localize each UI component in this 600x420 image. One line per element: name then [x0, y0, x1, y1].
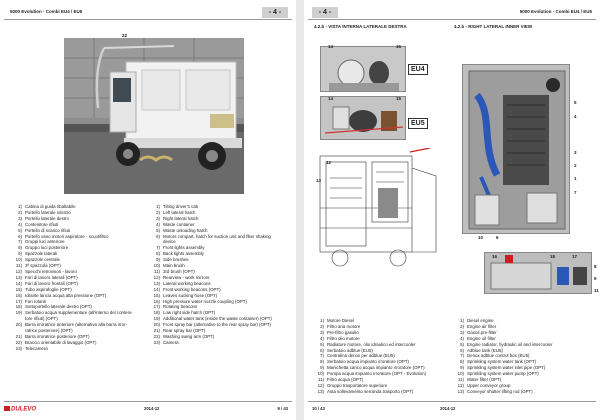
legend-item-number: 5)	[320, 341, 324, 347]
legend-item-number: 13)	[15, 274, 22, 280]
legend-item-text: Barra irroratrice posteriore (OPT)	[25, 333, 90, 339]
legend-item-number: 13)	[153, 280, 160, 286]
legend-item-text: Leaves sucking hose (OPT)	[163, 292, 218, 298]
legend-item-text: Specchi retrovisori - lavoro	[25, 268, 77, 274]
footer-date-right: 2014-12	[440, 406, 456, 411]
legend-item-text: Low right side hatch (OPT)	[163, 310, 216, 316]
legend-item-text: Portello laterale sinistro	[25, 209, 71, 215]
legend-item-text: Main brush	[163, 263, 185, 269]
legend-item-number: 11)	[153, 268, 160, 274]
page-header-right	[308, 7, 596, 19]
callout-3: 3	[574, 150, 577, 155]
legend-item-number: 12)	[15, 268, 22, 274]
engine-compartment-photo	[462, 64, 570, 234]
legend-item-text: Left lateral hatch	[163, 209, 196, 215]
legend-item-number: 22)	[15, 339, 22, 345]
legend-item-text: Water filter (OPT)	[467, 377, 502, 383]
legend-item-number: 8)	[320, 359, 324, 365]
legend-item-text: Centralina denox per adblue (EU5)	[327, 353, 395, 359]
callout-7: 7	[574, 190, 577, 195]
legend-item-number: 6)	[460, 347, 464, 353]
legend-item-number: 2)	[320, 323, 324, 329]
legend-item-text: Spazzole laterali	[25, 251, 58, 257]
legend-item-number: 9)	[18, 251, 22, 257]
legend-item-number: 10)	[15, 257, 22, 263]
callout-11: 11	[594, 288, 599, 293]
header-rule-right	[308, 19, 596, 20]
legend-item-number: 5)	[156, 227, 160, 233]
callout-18: 18	[550, 254, 556, 259]
legend-item-number: 17)	[153, 304, 160, 310]
legend-item-text: Adblue tank (EU5)	[467, 347, 503, 353]
callout-13: 13	[316, 178, 322, 183]
legend-item-text: Rear spray bar (OPT)	[163, 328, 206, 334]
callout-1: 1	[574, 176, 577, 181]
inset-eu4-graphic	[321, 47, 406, 92]
right-page	[304, 0, 600, 420]
legend-item-text: Back lights assembly	[163, 251, 204, 257]
legend-item-number: 10)	[317, 371, 324, 377]
legend-english-right	[454, 318, 552, 395]
legend-item-number: 14)	[153, 286, 160, 292]
legend-item-text: Filtro acqua (OPT)	[327, 377, 364, 383]
legend-item-number: 12)	[153, 274, 160, 280]
legend-english	[150, 204, 272, 346]
legend-item-number: 6)	[156, 233, 160, 239]
legend-item-text: Tilting driver's cab	[163, 204, 199, 209]
legend-item-number: 2)	[460, 323, 464, 329]
brand-logo: DULEVO	[4, 406, 36, 413]
legend-item-number: 18)	[15, 304, 22, 310]
legend-item-number: 5)	[460, 341, 464, 347]
legend-item-number: 20)	[153, 322, 160, 328]
page-footer	[4, 401, 292, 415]
legend-item-number: 18)	[153, 310, 160, 316]
legend-item-number: 7)	[460, 353, 464, 359]
callout-9: 9	[594, 276, 597, 281]
legend-item-text: Portello vano motori aspiratore - scuotifiltro	[25, 233, 109, 239]
legend-item-text: Upper conveyor group	[467, 382, 511, 388]
legend-item-text: Front lights assembly	[163, 245, 205, 251]
legend-item-text: Pre-filtro gasolio	[327, 329, 359, 335]
legend-item-number: 5)	[18, 227, 22, 233]
sweeper-photo-graphic	[64, 38, 244, 194]
callout-2: 2	[574, 163, 577, 168]
legend-item-text: Barra irroratrice anteriore (alternativa alla barra irror-	[25, 322, 127, 328]
legend-item-text: Braccio orientabile di lavaggio (OPT)	[25, 339, 97, 345]
legend-item-number: 13)	[317, 388, 324, 394]
legend-item-text: Pompa acqua impianto irroratore (OPT - Evolution)	[327, 371, 426, 377]
page-gutter	[296, 0, 304, 420]
legend-item-text: Additional water tank (inside the waste container) (OPT)	[163, 316, 272, 322]
legend-item-text: Tubo aspirafoglie (OPT)	[25, 286, 72, 292]
legend-item-text: Waste unloading hatch	[163, 227, 208, 233]
callout-17: 17	[572, 254, 578, 259]
legend-item-text: Fari rotanti	[25, 298, 46, 304]
callout-5: 5	[574, 100, 577, 105]
legend-item-text: Sprinkling system water inlet pipe (OPT)	[467, 365, 546, 371]
legend-item-text: Cabina di guida ribaltabile	[25, 204, 76, 209]
legend-item-text: Radiatore motore, olio idraulico ed intercooler	[327, 341, 416, 347]
legend-item-text: Serbatoio acqua supplementare (all'interno del conteni-	[25, 310, 133, 316]
legend-item-number: 3)	[460, 329, 464, 335]
callout-14-eu5: 14	[328, 96, 334, 101]
legend-item-text: Idrante lancia acqua alta pressione (OPT)	[25, 292, 107, 298]
legend-item-number: 1)	[320, 318, 324, 323]
inset-eu5	[320, 96, 406, 140]
legend-item-number: 4)	[320, 335, 324, 341]
legend-item	[314, 389, 426, 395]
legend-item-text: Spazzole centrale	[25, 257, 60, 263]
legend-item-text: Side brushes	[163, 257, 189, 263]
legend-item-number: 4)	[156, 221, 160, 227]
legend-item-text: Asta sollevamento serranda trasporto (OPT)	[327, 388, 414, 394]
legend-item-number: 1)	[18, 204, 22, 209]
legend-item-number: 2)	[18, 209, 22, 215]
legend-item-number: 19)	[153, 316, 160, 322]
label-eu5: EU5	[408, 118, 428, 129]
legend-item-text: Camera	[163, 339, 179, 345]
footer-date: 2014-12	[144, 406, 160, 411]
legend-item	[150, 340, 272, 346]
legend-item-text: device	[163, 239, 176, 245]
legend-item-number: 4)	[460, 335, 464, 341]
legend-item-text: Motore Diesel	[327, 318, 355, 323]
legend-item-text: Diesel engine	[467, 318, 494, 323]
legend-item	[12, 346, 133, 352]
legend-item-text: Portello laterale destro	[25, 215, 69, 221]
legend-item-number: 13)	[457, 388, 464, 394]
legend-item-number: 17)	[15, 298, 22, 304]
section-title-en: 4.2.b - RIGHT LATERAL INNER VIEW	[454, 24, 533, 29]
legend-item-text: Serbatoio adblue (EU5)	[327, 347, 373, 353]
legend-italian	[12, 204, 133, 352]
legend-item-text: Engine air filter	[467, 323, 497, 329]
legend-item-number: 15)	[15, 286, 22, 292]
footer-page: 9 / 43	[277, 406, 288, 411]
legend-item-number: 9)	[156, 257, 160, 263]
legend-item-text: Serbatoio acqua impianto irroratore (OPT)	[327, 359, 409, 365]
header-title: 5000 Evolution - Combi EU4 / EU5	[10, 9, 83, 14]
legend-item-number: 15)	[153, 292, 160, 298]
legend-item-text: Manichetta carico acqua impianto irroratore (OPT)	[327, 365, 425, 371]
vehicle-line-drawing	[310, 148, 440, 270]
legend-item-number: 8)	[156, 251, 160, 257]
callout-12: 12	[326, 160, 332, 165]
legend-item-number: 10)	[153, 263, 160, 269]
legend-item-text: 3rd brush (OPT)	[163, 268, 195, 274]
legend-item-number: 21)	[15, 333, 22, 339]
legend-item-number: 11)	[457, 377, 464, 383]
callout-6: 6	[496, 235, 499, 240]
page-number-badge: - 4 -	[262, 7, 288, 18]
legend-item-number: 3)	[18, 215, 22, 221]
water-tank-graphic	[485, 253, 592, 294]
legend-item-text: Front working beacons (OPT)	[163, 286, 221, 292]
page-footer-right	[308, 401, 596, 415]
legend-item-text: ratrice posteriore) (OPT)	[25, 328, 73, 334]
legend-item-number: 11)	[317, 377, 324, 383]
legend-item-text: Sprinkling system water pump (OPT)	[467, 371, 539, 377]
legend-item-text: Portello di scarico rifiuti	[25, 227, 71, 233]
section-title-it: 4.2.b - VISTA INTERNA LATERALE DESTRA	[314, 24, 407, 29]
legend-item-number: 14)	[15, 280, 22, 286]
legend-item-number: 9)	[460, 365, 464, 371]
legend-item-text: High pressure water nozzle coupling (OPT)	[163, 298, 247, 304]
footer-page-right: 10 / 43	[312, 406, 325, 411]
legend-item-number: 22)	[153, 333, 160, 339]
callout-15-eu4: 15	[396, 44, 402, 49]
legend-item-text: Filtro olio motore	[327, 335, 360, 341]
legend-item-number: 23)	[153, 339, 160, 345]
callout-4: 4	[574, 114, 577, 119]
legend-item-text: Lateral working beacons	[163, 280, 211, 286]
legend-italian-right	[314, 318, 426, 395]
legend-item-text: Gruppo luci posteriore	[25, 245, 69, 251]
legend-item-text: Filtro aria motore	[327, 323, 361, 329]
sweeper-photo	[64, 38, 244, 194]
left-page	[0, 0, 296, 420]
legend-item-text: Telecamera	[25, 345, 48, 351]
legend-item-number: 20)	[15, 322, 22, 328]
legend-item-text: Conveyor shutter lifting rod (OPT)	[467, 388, 533, 394]
inset-eu5-graphic	[321, 97, 406, 140]
vehicle-line-drawing-graphic	[310, 148, 440, 270]
page-number-badge-right: - 4 -	[312, 7, 338, 18]
legend-item-number: 8)	[460, 359, 464, 365]
legend-item-number: 7)	[156, 245, 160, 251]
legend-item-number: 3)	[156, 215, 160, 221]
legend-item-text: Contenitore rifiuti	[25, 221, 59, 227]
legend-item-number: 16)	[153, 298, 160, 304]
legend-item-text: Waste container	[163, 221, 195, 227]
legend-item-number: 23)	[15, 345, 22, 351]
callout-8: 8	[594, 264, 597, 269]
legend-item-number: 16)	[15, 292, 22, 298]
legend-item-text: Motors compart. hatch for suction unit and filter shaking	[163, 233, 271, 239]
callout-16: 16	[492, 254, 498, 259]
legend-item-number: 6)	[320, 347, 324, 353]
legend-item-number: 7)	[320, 353, 324, 359]
legend-item-text: Denox adblue control box (EU5)	[467, 353, 530, 359]
legend-item-text: Front spray bar (alternative to the rear spray bar) (OPT)	[163, 322, 272, 328]
legend-item-text: Rearview - work mirrors	[163, 274, 210, 280]
label-eu4: EU4	[408, 64, 428, 75]
legend-item-text: Fari di lavoro laterali (OPT)	[25, 274, 78, 280]
legend-item-text: Sottoportello laterale destro (OPT)	[25, 304, 92, 310]
legend-item-text: Gruppi luci anteriore	[25, 239, 65, 245]
page-header	[4, 7, 292, 19]
legend-item-number: 7)	[18, 239, 22, 245]
header-rule	[4, 19, 292, 20]
legend-item-number: 4)	[18, 221, 22, 227]
legend-item-text: Right lateral hatch	[163, 215, 199, 221]
inset-eu4	[320, 46, 406, 92]
legend-item-number: 8)	[18, 245, 22, 251]
photo-callout-22: 22	[122, 33, 128, 38]
legend-item-number: 1)	[460, 318, 464, 323]
legend-item-number: 2)	[156, 209, 160, 215]
legend-item-number: 19)	[15, 310, 22, 316]
legend-item-number: 1)	[156, 204, 160, 209]
legend-item-text: 3ª spazzola (OPT)	[25, 263, 61, 269]
legend-item-text: Rotating beacons	[163, 304, 198, 310]
legend-item-text: Washing swing arm (OPT)	[163, 333, 215, 339]
legend-item-text: Engine oil filter	[467, 335, 496, 341]
legend-item-number: 6)	[18, 233, 22, 239]
legend-item-text: Gruppo trasportatore superiore	[327, 382, 388, 388]
callout-14-eu4: 14	[328, 44, 334, 49]
legend-item	[454, 389, 552, 395]
legend-item-text: Engine radiator, hydraulic oil and intercooler	[467, 341, 553, 347]
callout-10: 10	[478, 235, 484, 240]
legend-item-number: 12)	[457, 382, 464, 388]
engine-compartment-graphic	[463, 65, 570, 234]
header-title-right: 5000 Evolution - Combi EU4 / EU5	[519, 9, 592, 14]
legend-item-text: Sprinkling system water tank (OPT)	[467, 359, 537, 365]
legend-item-number: 12)	[317, 382, 324, 388]
legend-item-number: 11)	[15, 263, 22, 269]
legend-item-text: Fari di lavoro frontali (OPT)	[25, 280, 78, 286]
legend-item-text: tore rifiuti) (OPT)	[25, 316, 58, 322]
callout-15-eu5: 15	[396, 96, 402, 101]
legend-item-number: 10)	[457, 371, 464, 377]
legend-item-number: 3)	[320, 329, 324, 335]
legend-item-text: Gasoil pre-filter	[467, 329, 497, 335]
legend-item-number: 21)	[153, 328, 160, 334]
legend-item-number: 9)	[320, 365, 324, 371]
